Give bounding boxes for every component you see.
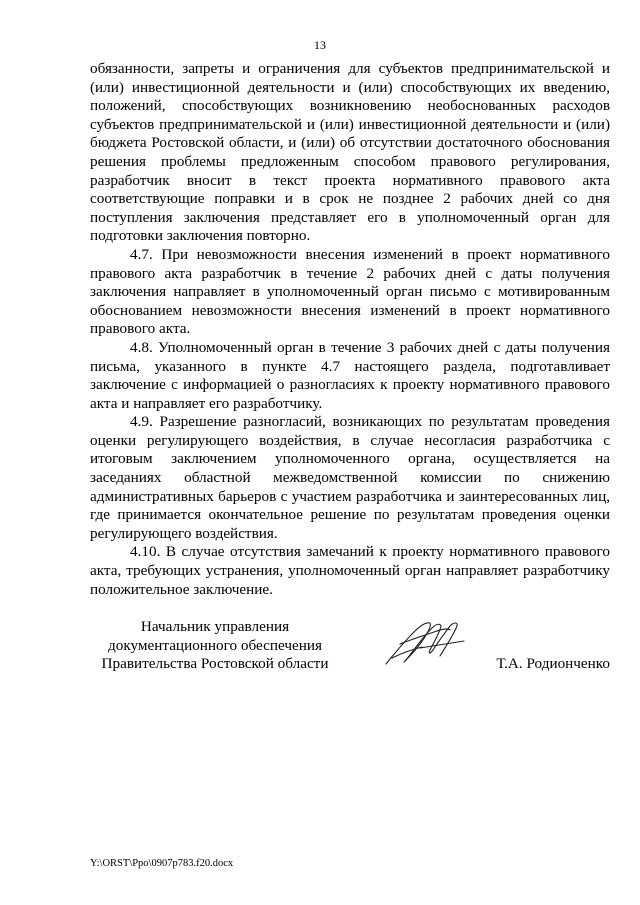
signer-title-line: Правительства Ростовской области — [101, 655, 329, 673]
paragraph-4-8: 4.8. Уполномоченный орган в течение 3 рабочих дней с даты получения письма, указанного в пункте 4.7 настоящего раздела, подготавливает заключение с информацией о разногласиях к проекту нормативного правового акта и направляет его разработчику. — [90, 338, 610, 412]
document-body — [90, 60, 610, 599]
signer-title-line: Начальник управления — [140, 618, 290, 635]
paragraph-4-7: 4.7. При невозможности внесения изменений в проект нормативного правового акта разработчик в течение 2 рабочих дней с даты получения заключения направляет в уполномоченный орган письмо с мотивированным обоснованием невозможности внесения изменений в проект нормативного правового акта. — [90, 245, 610, 338]
signature-block — [90, 618, 610, 688]
page-number: 13 — [314, 38, 326, 52]
handwritten-signature — [380, 614, 472, 670]
signer-title-line: документационного обеспечения — [108, 636, 322, 654]
paragraph-4-10: 4.10. В случае отсутствия замечаний к проекту нормативного правового акта, требующих устранения, уполномоченный орган направляет разработчику положительное заключение. — [90, 543, 610, 598]
signer-name: Т.А. Родионченко — [496, 655, 610, 672]
paragraph-4-9: 4.9. Разрешение разногласий, возникающих по результатам проведения оценки регулирующего воздействия, в случае несогласия разработчика с итоговым заключением уполномоченного органа, осуществляется на заседаниях областной межведомственной комиссии по снижению административных барьеров с участием разработчика и заинтересованных лиц, где принимается окончательное решение по результатам проведения оценки регулирующего воздействия. — [90, 413, 610, 542]
file-path-footer: Y:\ORST\Ppo\0907p783.f20.docx — [90, 858, 234, 869]
paragraph-continuation: обязанности, запреты и ограничения для субъектов предпринимательской и (или) инвестиционной деятельности и (или) способствующих их введению, положений, способствующих возникновению необоснованных расходов субъектов предпринимательской и (или) инвестиционной деятельности и (или) бюджета Ростовской области, и (или) об отсутствии достаточного обоснования решения проблемы предложенным способом правового регулирования, разработчик вносит в текст проекта нормативного правового акта соответствующие поправки и в срок не позднее 2 рабочих дней со дня поступления заключения представляет его в уполномоченный орган для подготовки заключения повторно. — [90, 60, 610, 245]
signer-title — [90, 618, 340, 674]
